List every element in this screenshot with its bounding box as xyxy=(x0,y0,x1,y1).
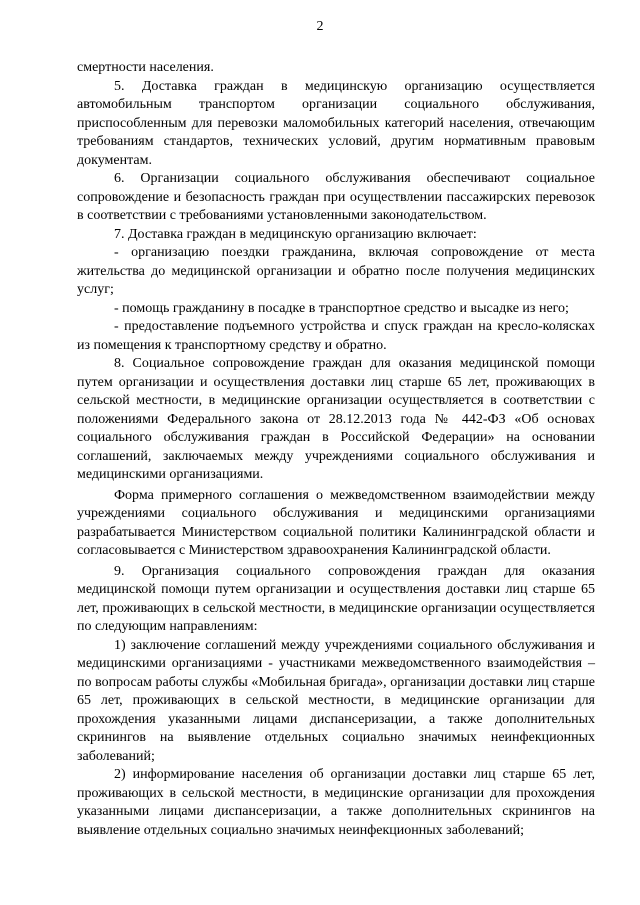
paragraph-item-6: 6. Организации социального обслуживания обеспечивают социальное сопровождение и безопасность граждан при осуществлении пассажирских перевозок в соответствии с требованиями установленными законодательством. xyxy=(77,171,595,223)
paragraph-continuation: смертности населения. xyxy=(77,60,214,75)
paragraph-item-8: 8. Социальное сопровождение граждан для оказания медицинской помощи путем организации и осуществления доставки лиц старше 65 лет, проживающих в сельской местности, в медицинские организации осуществляется в соответствии с положениями Федерального закона от 28.12.2013 года № 442-ФЗ «Об основах социального обслуживания граждан в Российской Федерации» на основании соглашений, заключаемых между учреждениями социального обслуживания и медицинскими организациями. xyxy=(77,356,595,482)
list-item-boarding: - помощь гражданину в посадке в транспортное средство и высадке из него; xyxy=(114,300,569,316)
list-item-agreements: 1) заключение соглашений между учреждениями социального обслуживания и медицинскими организациями - участниками межведомственного взаимодействия – по вопросам работы службы «Мобильная бригада», организации доставки лиц старше 65 лет, проживающих в сельской местности, в медицинские организации для прохождения указанными лицами диспансеризации, а также дополнительных скринингов на выявление отдельных социально значимых неинфекционных заболеваний; xyxy=(77,637,595,764)
page-number: 2 xyxy=(316,19,324,34)
list-item-informing: 2) информирование населения об организации доставки лиц старше 65 лет, проживающих в сельской местности, в медицинские организации для прохождения указанными лицами диспансеризации, а также дополнительных скринингов на выявление отдельных социально значимых неинфекционных заболеваний; xyxy=(77,767,595,838)
paragraph-item-7: 7. Доставка граждан в медицинскую организацию включает: xyxy=(114,226,477,242)
document-body xyxy=(77,59,595,840)
list-item-lift: - предоставление подъемного устройства и спуск граждан на кресло-колясках из помещения к транспортному средству и обратно. xyxy=(77,319,595,353)
paragraph-item-9: 9. Организация социального сопровождения граждан для оказания медицинской помощи путем организации и осуществления доставки лиц старше 65 лет, проживающих в сельской местности, в медицинские организации осуществляется по следующим направлениям: xyxy=(77,563,595,634)
paragraph-agreement-form: Форма примерного соглашения о межведомственном взаимодействии между учреждениями социального обслуживания и медицинскими организациями разрабатывается Министерством социальной политики Калининградской области и согласовывается с Министерством здравоохранения Калининградской области. xyxy=(77,487,595,558)
list-item-trip: - организацию поездки гражданина, включая сопровождение от места жительства до медицинской организации и обратно после получения медицинских услуг; xyxy=(77,245,595,297)
paragraph-item-5: 5. Доставка граждан в медицинскую организацию осуществляется автомобильным транспортом организации социального обслуживания, приспособленным для перевозки маломобильных категорий населения, отвечающим требованиям стандартов, технических условий, другим нормативным правовым документам. xyxy=(77,78,595,168)
